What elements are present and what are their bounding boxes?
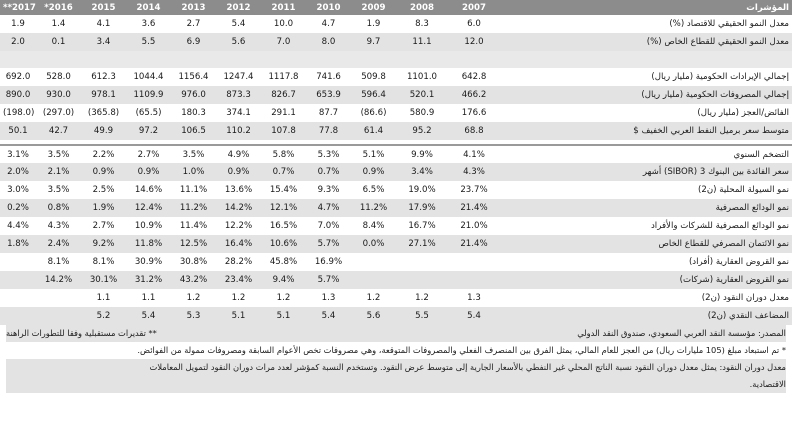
value-cell: 1156.4	[178, 72, 209, 82]
value-cell: (86.6)	[360, 108, 387, 118]
value-cell: 1.3	[467, 293, 481, 303]
value-cell: 97.2	[126, 122, 171, 140]
value-cell: 873.3	[216, 86, 261, 104]
value-cell: 4.3%	[47, 221, 70, 231]
value-cell: 95.2	[396, 122, 448, 140]
footnote-line: * تم استبعاد مبلغ (105 مليارات ريال) من العجز للعام المالي، يمثل الفرق بين المنصرف الفعلي والمصروفات المتوقعة، وهي مصروفات تخص الأعوام السابقة ومصروفات ممولة من الفوائض.	[137, 345, 786, 355]
value-cell: 16.4%	[216, 235, 261, 253]
row-label: نمو الودائع المصرفية	[500, 199, 792, 217]
row-label: معدل دوران النقود (ن2)	[701, 293, 789, 303]
table-row	[0, 122, 792, 140]
value-cell: 5.6	[351, 307, 396, 325]
value-cell: 27.1%	[396, 235, 448, 253]
value-cell: 28.2%	[224, 257, 253, 267]
value-cell: 291.1	[271, 108, 296, 118]
value-cell: 692.0	[5, 72, 31, 82]
definition-line-1: معدل دوران النقود: يمثل معدل دوران النقود نسبة الناتج المحلي غير النفطي بالأسعار الجارية إلى متوسط عرض النقود. وتستخدم النسبة كمؤشر لعدد مرات دوران النقود لتمويل المعاملات	[6, 359, 786, 376]
value-cell: 31.2%	[126, 271, 171, 289]
value-cell: 1.9%	[81, 199, 126, 217]
value-cell: 1.1	[96, 293, 111, 303]
value-cell: 3.5%	[182, 149, 205, 160]
value-cell: 10.9%	[134, 221, 163, 231]
value-cell: 1109.9	[126, 86, 171, 104]
value-cell: 2.7	[186, 19, 201, 29]
value-cell: 5.1%	[362, 149, 385, 160]
table-row	[0, 181, 792, 199]
value-cell: 509.8	[361, 72, 386, 82]
value-cell: 0.9%	[216, 163, 261, 181]
table-row	[0, 68, 792, 86]
value-cell: 0.9%	[81, 163, 126, 181]
value-cell: 12.5%	[171, 235, 216, 253]
row-label: المضاعف النقدي (ن2)	[500, 307, 792, 325]
value-cell: 5.4	[306, 307, 351, 325]
value-cell: 1101.0	[406, 72, 438, 82]
value-cell: 8.1%	[92, 257, 115, 267]
row-label: نمو الائتمان المصرفي للقطاع الخاص	[500, 235, 792, 253]
year-header: **2017	[0, 0, 36, 15]
row-label: معدل النمو الحقيقي للقطاع الخاص (%)	[500, 33, 792, 51]
value-cell: 11.2%	[351, 199, 396, 217]
value-cell: 5.4	[448, 307, 500, 325]
value-cell: 15.4%	[269, 185, 298, 195]
value-cell	[0, 253, 36, 271]
value-cell: 9.2%	[81, 235, 126, 253]
row-label: نمو الودائع المصرفية للشركات والأفراد	[650, 221, 789, 231]
value-cell: (65.5)	[135, 108, 162, 118]
value-cell: 50.1	[0, 122, 36, 140]
value-cell: 6.5%	[362, 185, 385, 195]
value-cell	[0, 271, 36, 289]
value-cell: 2.4%	[36, 235, 81, 253]
value-cell: 9.9%	[411, 149, 433, 160]
value-cell: 0.2%	[0, 199, 36, 217]
indicators-header: المؤشرات	[500, 0, 792, 15]
value-cell: 596.4	[351, 86, 396, 104]
value-cell: 107.8	[261, 122, 306, 140]
value-cell: 68.8	[448, 122, 500, 140]
value-cell: 21.4%	[448, 235, 500, 253]
value-cell: 5.3	[171, 307, 216, 325]
value-cell	[351, 253, 396, 271]
value-cell: 12.2%	[224, 221, 253, 231]
value-cell: 49.9	[81, 122, 126, 140]
value-cell: 890.0	[0, 86, 36, 104]
value-cell: 3.5%	[47, 149, 70, 160]
value-cell: 5.5	[396, 307, 448, 325]
value-cell: 2.0%	[0, 163, 36, 181]
value-cell: 10.0	[273, 19, 294, 29]
value-cell: 8.4%	[362, 221, 385, 231]
table-row	[0, 86, 792, 104]
notes-area	[0, 325, 792, 393]
value-cell: 8.0	[306, 33, 351, 51]
value-cell: 1.2	[276, 293, 291, 303]
value-cell: 11.1%	[179, 185, 208, 195]
value-cell: 87.7	[318, 108, 339, 118]
year-header: 2008	[396, 0, 448, 15]
header-row	[0, 0, 792, 15]
table-row	[0, 33, 792, 51]
value-cell: 642.8	[461, 72, 487, 82]
value-cell: 4.9%	[227, 149, 250, 160]
value-cell: 14.2%	[216, 199, 261, 217]
value-cell: 11.4%	[179, 221, 208, 231]
year-header: 2015	[81, 0, 126, 15]
value-cell: 3.4%	[396, 163, 448, 181]
value-cell: 826.7	[261, 86, 306, 104]
value-cell: 2.7%	[92, 221, 115, 231]
value-cell: 5.5	[126, 33, 171, 51]
value-cell: 42.7	[36, 122, 81, 140]
value-cell: 0.8%	[36, 199, 81, 217]
value-cell: 4.3%	[448, 163, 500, 181]
value-cell: 4.1%	[463, 149, 485, 160]
row-label: نمو القروض العقارية (أفراد)	[688, 257, 789, 267]
value-cell: 0.9%	[351, 163, 396, 181]
value-cell	[448, 253, 500, 271]
value-cell: 1.2	[415, 293, 429, 303]
value-cell: 1.2	[186, 293, 201, 303]
projection-note: ** تقديرات مستقبلية وفقا للتطورات الراهنة	[6, 328, 157, 338]
row-label: معدل النمو الحقيقي للاقتصاد (%)	[669, 19, 789, 29]
value-cell: 466.2	[448, 86, 500, 104]
value-cell: 4.1	[96, 19, 111, 29]
value-cell: 5.6	[216, 33, 261, 51]
value-cell: 12.4%	[126, 199, 171, 217]
value-cell: 23.4%	[216, 271, 261, 289]
value-cell: 61.4	[351, 122, 396, 140]
value-cell: 3.5%	[47, 185, 70, 195]
value-cell: 1.3	[321, 293, 336, 303]
year-header: 2011	[261, 0, 306, 15]
row-label: متوسط سعر برميل النفط العربي الخفيف $	[500, 122, 792, 140]
value-cell: 180.3	[181, 108, 206, 118]
value-cell	[0, 307, 36, 325]
value-cell: 10.6%	[261, 235, 306, 253]
value-cell: 0.0%	[351, 235, 396, 253]
row-label: التضخم السنوي	[733, 149, 789, 160]
definition-line-2: الاقتصادية.	[6, 376, 786, 393]
value-cell: 30.8%	[179, 257, 208, 267]
value-cell	[36, 289, 81, 307]
year-header: 2010	[306, 0, 351, 15]
row-label: إجمالي الإيرادات الحكومية (مليار ريال)	[651, 72, 789, 82]
table-row	[0, 271, 792, 289]
value-cell: 11.1	[396, 33, 448, 51]
value-cell: 0.9%	[126, 163, 171, 181]
value-cell: 2.1%	[36, 163, 81, 181]
table-row	[0, 253, 792, 271]
source-text: المصدر: مؤسسة النقد العربي السعودي، صندوق النقد الدولي	[577, 328, 786, 338]
value-cell: 30.9%	[134, 257, 163, 267]
value-cell: (198.0)	[3, 108, 35, 118]
spacer-cell	[0, 51, 792, 68]
value-cell: 2.2%	[92, 149, 115, 160]
value-cell: 16.9%	[314, 257, 343, 267]
value-cell: 19.0%	[408, 185, 436, 195]
value-cell: 6.0	[467, 19, 481, 29]
value-cell: 5.7%	[306, 235, 351, 253]
table-row	[0, 235, 792, 253]
value-cell: 3.6	[141, 19, 156, 29]
value-cell: 5.8%	[272, 149, 295, 160]
value-cell: 2.5%	[92, 185, 115, 195]
table-row	[0, 199, 792, 217]
value-cell: 21.0%	[460, 221, 488, 231]
value-cell: 1044.4	[133, 72, 164, 82]
value-cell: 976.0	[171, 86, 216, 104]
value-cell	[351, 271, 396, 289]
table-row	[0, 145, 792, 163]
value-cell: 1.8%	[0, 235, 36, 253]
value-cell: 1.0%	[171, 163, 216, 181]
table-row	[0, 15, 792, 33]
value-cell: 1.9	[366, 19, 381, 29]
value-cell: 1.2	[231, 293, 246, 303]
value-cell: 0.1	[36, 33, 81, 51]
value-cell: 0.7%	[306, 163, 351, 181]
table-row	[0, 104, 792, 122]
value-cell: 17.9%	[396, 199, 448, 217]
value-cell: 4.7%	[306, 199, 351, 217]
value-cell: 5.4	[126, 307, 171, 325]
value-cell	[0, 289, 36, 307]
value-cell: 110.2	[216, 122, 261, 140]
table-row	[0, 217, 792, 235]
value-cell: 520.1	[396, 86, 448, 104]
value-cell: 5.3%	[317, 149, 340, 160]
value-cell	[448, 271, 500, 289]
value-cell: 7.0	[261, 33, 306, 51]
value-cell: 580.9	[409, 108, 435, 118]
row-label: نمو السيولة المحلية (ن2)	[698, 185, 789, 195]
value-cell: 1.9	[11, 19, 25, 29]
value-cell: 3.0%	[7, 185, 29, 195]
value-cell: 5.4	[231, 19, 246, 29]
value-cell: 7.0%	[317, 221, 340, 231]
value-cell: 528.0	[46, 72, 71, 82]
value-cell: 11.8%	[126, 235, 171, 253]
year-header: 2007	[448, 0, 500, 15]
year-header: 2012	[216, 0, 261, 15]
value-cell: 1.1	[141, 293, 156, 303]
row-label: الفائض/العجز (مليار ريال)	[697, 108, 789, 118]
value-cell: 9.7	[351, 33, 396, 51]
value-cell: 30.1%	[81, 271, 126, 289]
value-cell: 612.3	[91, 72, 116, 82]
value-cell: 21.4%	[448, 199, 500, 217]
row-label: إجمالي المصروفات الحكومية (مليار ريال)	[500, 86, 792, 104]
value-cell: 5.1	[261, 307, 306, 325]
value-cell: 1117.8	[268, 72, 299, 82]
value-cell: 6.9	[171, 33, 216, 51]
value-cell: 8.3	[415, 19, 429, 29]
spacer-row	[0, 51, 792, 68]
value-cell: 930.0	[36, 86, 81, 104]
value-cell: 8.1%	[47, 257, 70, 267]
value-cell: (365.8)	[87, 108, 120, 118]
value-cell: 13.6%	[224, 185, 253, 195]
value-cell: 43.2%	[171, 271, 216, 289]
table-row	[0, 163, 792, 181]
value-cell: 3.4	[81, 33, 126, 51]
value-cell: 16.7%	[408, 221, 436, 231]
value-cell: 14.2%	[36, 271, 81, 289]
value-cell: 2.0	[0, 33, 36, 51]
year-header: 2009	[351, 0, 396, 15]
value-cell: 741.6	[316, 72, 341, 82]
value-cell: 9.4%	[261, 271, 306, 289]
table-row	[0, 289, 792, 307]
value-cell: 5.2	[81, 307, 126, 325]
row-label: سعر الفائدة بين البنوك 3 (SIBOR) أشهر	[500, 163, 792, 181]
value-cell: 23.7%	[460, 185, 488, 195]
source-line	[6, 325, 786, 342]
value-cell	[396, 253, 448, 271]
value-cell: 9.3%	[317, 185, 340, 195]
value-cell: 0.7%	[261, 163, 306, 181]
table-row	[0, 307, 792, 325]
value-cell: 1.4	[51, 19, 66, 29]
value-cell: 12.1%	[261, 199, 306, 217]
value-cell: 2.7%	[137, 149, 160, 160]
value-cell: 5.1	[216, 307, 261, 325]
value-cell	[36, 307, 81, 325]
value-cell: 14.6%	[134, 185, 163, 195]
year-header: 2013	[171, 0, 216, 15]
value-cell: (297.0)	[42, 108, 75, 118]
value-cell: 45.8%	[269, 257, 298, 267]
value-cell: 374.1	[226, 108, 251, 118]
value-cell: 1.2	[366, 293, 381, 303]
row-label: نمو القروض العقارية (شركات)	[500, 271, 792, 289]
value-cell: 3.1%	[7, 149, 29, 160]
value-cell: 4.4%	[7, 221, 29, 231]
value-cell: 12.0	[448, 33, 500, 51]
value-cell: 77.8	[306, 122, 351, 140]
year-header: *2016	[36, 0, 81, 15]
value-cell: 1247.4	[223, 72, 254, 82]
value-cell: 978.1	[81, 86, 126, 104]
year-header: 2014	[126, 0, 171, 15]
value-cell: 176.6	[461, 108, 487, 118]
value-cell: 653.9	[306, 86, 351, 104]
value-cell: 11.2%	[171, 199, 216, 217]
value-cell: 4.7	[321, 19, 336, 29]
value-cell: 16.5%	[269, 221, 298, 231]
value-cell: 5.7%	[306, 271, 351, 289]
value-cell	[396, 271, 448, 289]
value-cell: 106.5	[171, 122, 216, 140]
